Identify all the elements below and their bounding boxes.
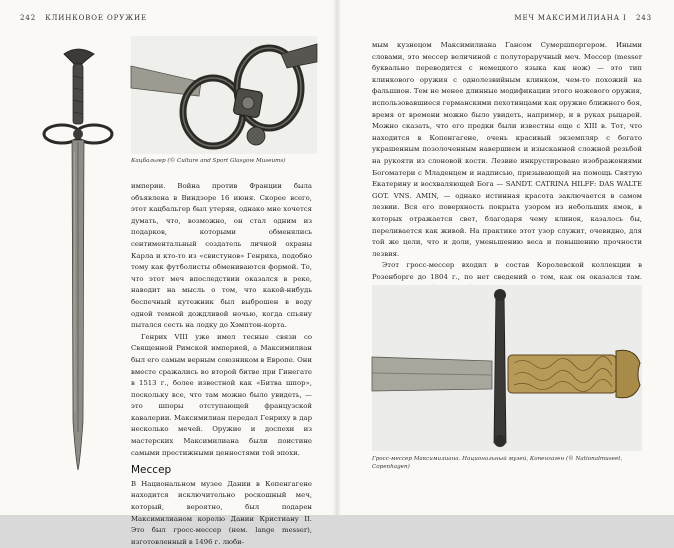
- book-gutter-shadow: [333, 0, 341, 515]
- katzbalger-sword-illustration: [38, 42, 118, 472]
- katzbalger-sword-figure: [38, 42, 118, 472]
- right-caption: Гросс-мессер Максимилиана. Национальный музей, Копенгаген (© Nationalmuseet, Copenhagen): [372, 456, 623, 470]
- katzbalger-hilt-illustration: [131, 36, 317, 154]
- left-page: [0, 0, 337, 546]
- katzbalger-hilt-photo: [131, 36, 317, 154]
- gross-messer-illustration: [372, 285, 642, 451]
- right-paragraph-1: мым кузнецом Максимилиана Гансом Сумершпергером. Иными словами, это мессер величиной с полутораручный меч. Мессер (messer буквально переводится с немецкого языка как нож) — это тип клинкового оружия с однолезвийным клинком, чем-то похожий на фальшион. Тем не менее длинные модификации этого ножевого оружия, использовавшиеся германскими пехотинцами как оружие ближнего боя, время от времени можно было увидеть, например, и в руках рыцарей. Можно сказать, что его предки были известны еще с XIII в. Тот, что находится в Копенгагене, очень красивый экземпляр с богато украшенным позолоченным навершием и изысканной сложной резьбой на рукояти из слоновой кости. Лезвие инкрустировано изображениями Богоматери с Младенцем и надписью, призывающей на помощь Святую Екатерину и восхваляющей Бога — SANDT. CATRINA HILFF: DAS WALTE GOT. VNS. AMIN, — однако истинная красота заключается в самом лезвии. Вся его поверхность покрыта узором из небольших ямок, в которых отражается свет, благодаря чему клинок, казалось бы, переливается как живой. На практике этот узор служит, очевидно, для той же цели, что и доли, уменьшению веса и повышению прочности лезвия.: [372, 41, 642, 258]
- right-running-head: [514, 14, 658, 22]
- left-paragraph-2: Генрих VIII уже имел тесные связи со Священной Римской империей, а Максимилиан был его самым верным союзником в Европе. Они вместе сражались во второй битве при Гинегате в 1513 г., более известной как «Битва шпор», поскольку все, что там можно было увидеть, — это шпоры отступающей французской кавалерии. Максимилиан передал Генриху в дар несколько мечей. Оружие и доспехи из мастерских Максимилиана были поистине самыми престижными ценностями той эпохи.: [131, 332, 312, 457]
- left-body-text: [131, 181, 312, 548]
- left-paragraph-1: империи. Война против Франции была объявлена в Виндзоре 16 июня. Скорее всего, этот кацбальгер был утерян, однако мне хочется думать, что, возможно, он стал одним из подарков, которыми обменялись сентиментальный создатель личной охраны Карла и кто-то из «свистунов» Генриха, подобно тому как футболисты обмениваются формой. То, что этот меч впоследствии оказался в реке, наводит на мысль о том, что какой-нибудь беспечный кутежник был выброшен в воду одной темной дождливой ночью, когда спьяну пытался сесть на лодку до Хэмптон-корта.: [131, 182, 312, 330]
- left-paragraph-3: В Национальном музее Дании в Копенгагене находится исключительно роскошный меч, который, вероятно, был подарен Максимилианом королю Дании Кристиану II. Это был гросс-мессер (нем. lange messer), изготовленный в 1496 г. люби-: [131, 479, 312, 546]
- messer-subheading: Мессер: [131, 464, 172, 477]
- right-page-number: 243: [635, 14, 652, 22]
- left-running-title: КЛИНКОВОЕ ОРУЖИЕ: [45, 14, 148, 22]
- right-paragraph-2: Этот гросс-мессер входил в состав Королевской коллекции в Розенборге до 1804 г., по нет сведений о том, как он оказался там.: [372, 261, 642, 281]
- left-running-head: [14, 14, 147, 22]
- right-running-title: МЕЧ МАКСИМИЛИАНА I: [514, 14, 627, 22]
- left-caption: Кацбальгер (© Culture and Sport Glasgow Museums): [131, 158, 286, 164]
- left-page-number: 242: [20, 14, 37, 22]
- gross-messer-photo: [372, 285, 642, 451]
